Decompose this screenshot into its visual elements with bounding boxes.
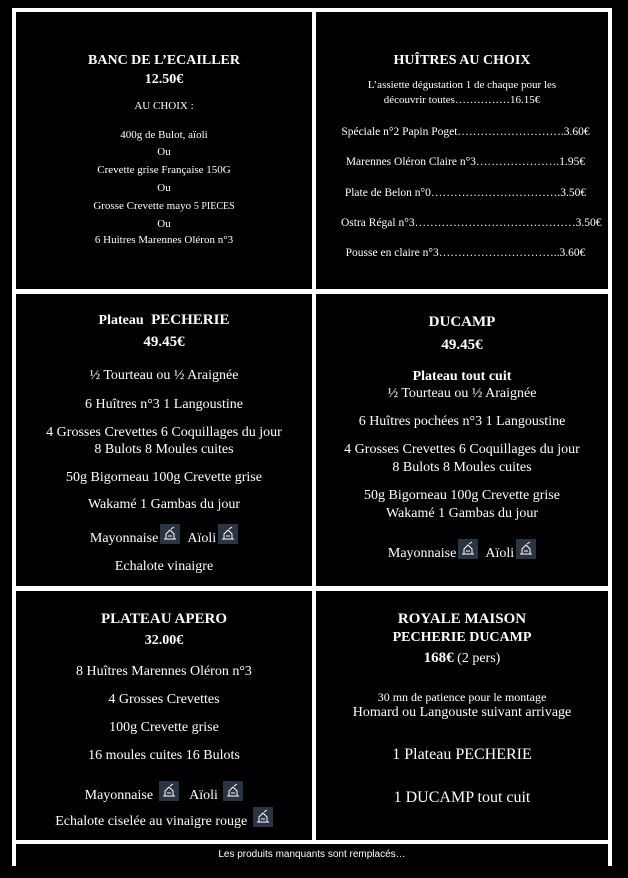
royale-price: 168€ [423, 650, 454, 666]
huitres-item: Ostra Régal n°3……………………………………3.50€ [341, 217, 602, 229]
apero-sauces [16, 781, 312, 804]
banc-price: 12.50€ [144, 72, 184, 87]
sauce-pot-icon [218, 524, 238, 544]
pecherie-line-6: Wakamé 1 Gambas du jour [87, 497, 241, 512]
banc-item-1: 400g de Bulot, aïoli [120, 129, 208, 141]
apero-line-4: 16 moules cuites 16 Bulots [88, 748, 240, 763]
royale-pers: (2 pers) [453, 651, 501, 666]
pecherie-line-1: ½ Tourteau ou ½ Araignée [89, 368, 239, 383]
pecherie-sauces [16, 524, 312, 547]
royale-title: ROYALE MAISON [397, 611, 527, 627]
ducamp-line-2: 6 Huîtres pochées n°3 1 Langoustine [358, 414, 566, 429]
pecherie-line-5: 50g Bigorneau 100g Crevette grise [66, 470, 262, 485]
banc-ou-1: Ou [157, 146, 171, 158]
huitres-item: Pousse en claire n°3…………………………..3.60€ [345, 247, 586, 259]
royale-section [316, 591, 608, 840]
ducamp-line-4: 8 Bulots 8 Moules cuites [392, 460, 532, 475]
ducamp-aioli: Aïoli [485, 546, 515, 561]
royale-subtitle: PECHERIE DUCAMP [392, 630, 532, 645]
ducamp-title: DUCAMP [428, 314, 496, 330]
ducamp-subtitle: Plateau tout cuit [412, 369, 512, 384]
footer [16, 844, 608, 866]
ducamp-line-1: ½ Tourteau ou ½ Araignée [387, 386, 537, 401]
ducamp-line-6: Wakamé 1 Gambas du jour [385, 506, 539, 521]
ducamp-price: 49.45€ [441, 337, 483, 353]
sauce-pot-icon [159, 781, 179, 801]
huitres-item: Plate de Belon n°0…………………………….3.50€ [344, 187, 587, 199]
apero-price: 32.00€ [144, 633, 184, 648]
ducamp-section [316, 294, 608, 586]
sauce-pot-icon [458, 539, 478, 559]
apero-section [16, 591, 312, 840]
royale-line-3: 1 DUCAMP tout cuit [393, 789, 531, 806]
pecherie-title-prefix: Plateau [98, 313, 144, 328]
apero-echalote-label: Echalote ciselée au vinaigre rouge [55, 814, 248, 829]
banc-item-4: 6 Huitres Marennes Oléron n°3 [94, 234, 234, 246]
apero-aioli: Aïoli [189, 788, 218, 803]
pecherie-title [16, 312, 312, 329]
pecherie-line-3: 4 Grosses Crevettes 6 Coquillages du jour [46, 425, 282, 440]
royale-price-line [316, 649, 608, 667]
huitres-item: Spéciale n°2 Papin Poget……………………….3.60€ [341, 126, 590, 138]
huitres-intro-2: découvrir toutes……………16.15€ [383, 94, 541, 106]
banc-ou-3: Ou [157, 218, 171, 230]
apero-title: PLATEAU APERO [101, 611, 227, 627]
pecherie-echalote: Echalote vinaigre [114, 559, 214, 574]
ducamp-mayo: Mayonnaise [387, 546, 457, 561]
huitres-item: Marennes Oléron Claire n°3………………….1.95€ [345, 156, 586, 168]
footer-text: Les produits manquants sont remplacés… [218, 849, 406, 860]
banc-item-2: Crevette grise Française 150G [97, 164, 231, 176]
royale-line-2: 1 Plateau PECHERIE [392, 746, 532, 763]
sauce-pot-icon [160, 524, 180, 544]
huitres-title: HUÎTRES AU CHOIX [393, 53, 531, 68]
banc-ecailler-section [16, 12, 312, 289]
pecherie-title-main: PECHERIE [151, 312, 230, 328]
apero-line-2: 4 Grosses Crevettes [108, 692, 220, 707]
apero-mayo: Mayonnaise [84, 788, 154, 803]
pecherie-mayo: Mayonnaise [89, 531, 159, 546]
royale-note: 30 mn de patience pour le montage [377, 690, 547, 704]
pecherie-price: 49.45€ [143, 334, 185, 350]
pecherie-line-2: 6 Huîtres n°3 1 Langoustine [84, 397, 244, 412]
apero-echalote [16, 807, 312, 830]
ducamp-sauces [316, 539, 608, 562]
banc-item-3-label: Grosse Crevette mayo [93, 200, 194, 212]
huitres-section [316, 12, 608, 289]
banc-item-3-qty: 5 PIECES [193, 201, 235, 212]
ducamp-line-5: 50g Bigorneau 100g Crevette grise [364, 488, 560, 503]
pecherie-section [16, 294, 312, 586]
banc-item-3 [16, 200, 312, 212]
pecherie-line-4: 8 Bulots 8 Moules cuites [94, 442, 234, 457]
sauce-pot-icon [253, 807, 273, 827]
ducamp-line-3: 4 Grosses Crevettes 6 Coquillages du jour [344, 442, 580, 457]
apero-line-3: 100g Crevette grise [109, 720, 219, 735]
apero-line-1: 8 Huîtres Marennes Oléron n°3 [76, 664, 252, 679]
royale-line-1: Homard ou Langouste suivant arrivage [352, 705, 572, 720]
pecherie-aioli: Aïoli [187, 531, 217, 546]
sauce-pot-icon [516, 539, 536, 559]
huitres-intro-1: L’assiette dégustation 1 de chaque pour les [367, 79, 557, 91]
banc-ou-2: Ou [157, 182, 171, 194]
sauce-pot-icon [223, 781, 243, 801]
banc-au-choix: AU CHOIX : [134, 100, 194, 112]
banc-title: BANC DE L’ECAILLER [88, 53, 240, 68]
